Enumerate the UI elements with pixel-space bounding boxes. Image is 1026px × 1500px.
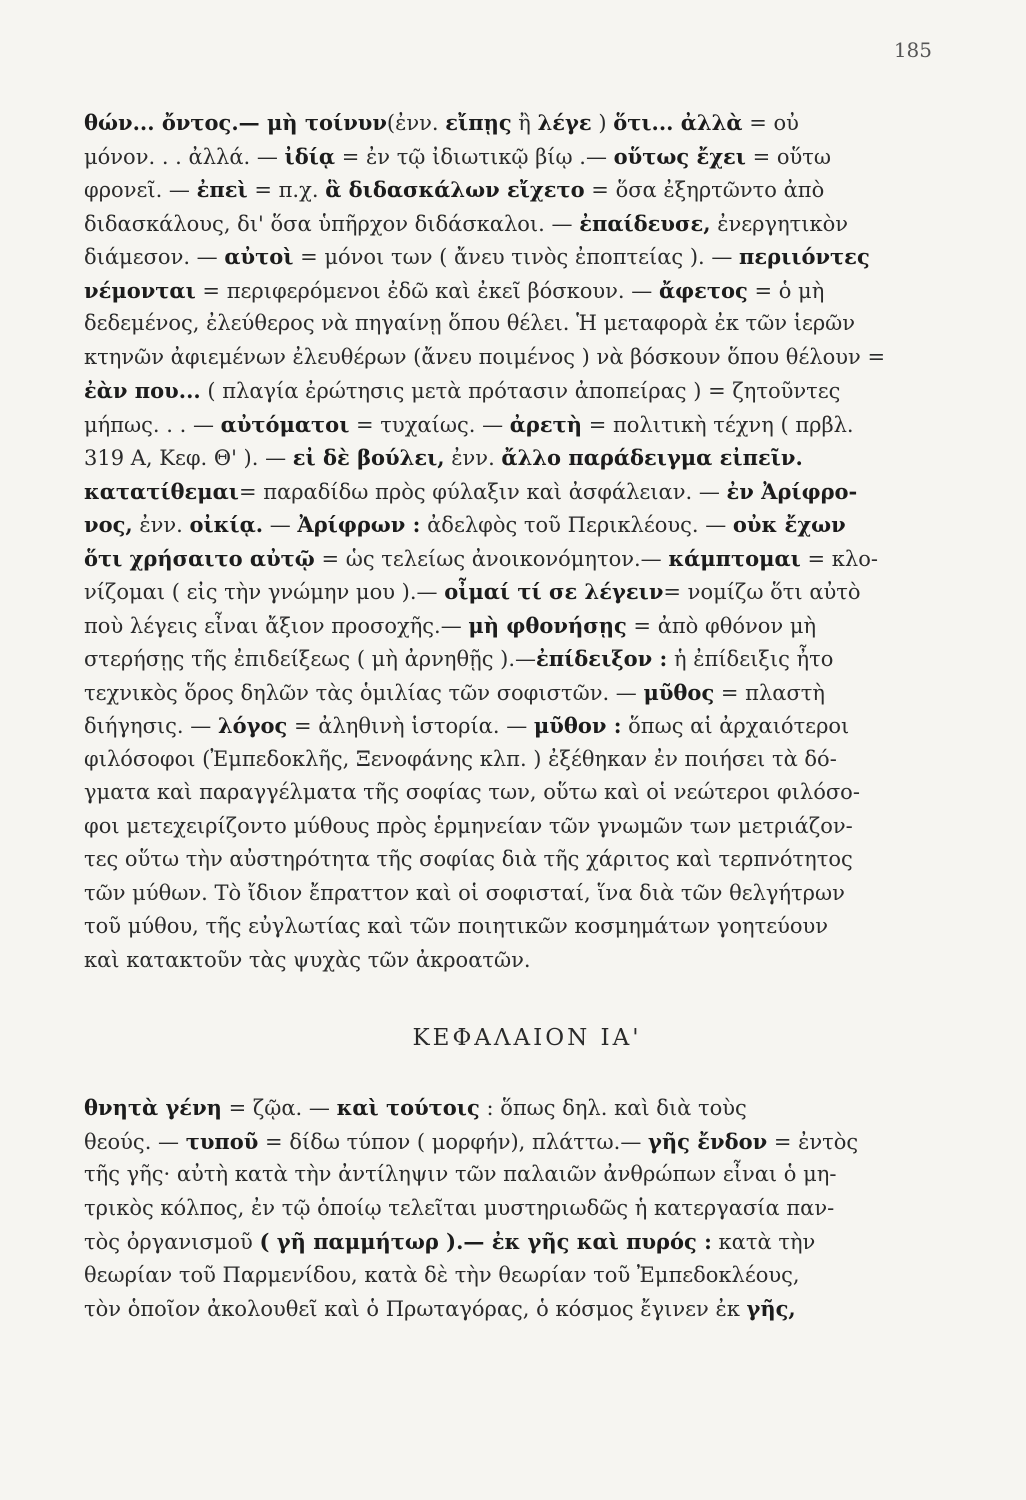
gloss-text: μήπως. . . —: [84, 412, 221, 437]
text-line: [84, 173, 970, 207]
text-line: [84, 1292, 970, 1326]
lemma-term: γῆς,: [746, 1296, 796, 1321]
gloss-text: φρονεῖ. —: [84, 178, 197, 202]
gloss-text: ἡ ἐπίδειξις ἦτο: [667, 647, 834, 671]
lemma-term: ἄφετος: [658, 277, 748, 303]
gloss-text: τες οὕτω τὴν αὐστηρότητα τῆς σοφίας διὰ τῆς χάριτος καὶ τερπνότητος: [84, 847, 853, 871]
gloss-text: = ὅσα ἐξηρτῶντο ἀπὸ: [584, 178, 825, 202]
gloss-text: τοῦ μύθου, τῆς εὐγλωτίας καὶ τῶν ποιητικῶν κοσμημάτων γοητεύουν: [84, 914, 829, 938]
gloss-text: = δίδω τύπον ( μορφήν), πλάττω.—: [258, 1129, 649, 1154]
gloss-text: = ὡς τελείως ἀνοικονόμητον.—: [314, 546, 669, 571]
gloss-text: κτηνῶν ἀφιεμένων ἐλευθέρων (ἄνευ ποιμένος ) νὰ βόσκουν ὅπου θέλουν =: [84, 344, 886, 369]
lemma-term: θνητὰ γένη: [84, 1095, 222, 1120]
gloss-text: θεωρίαν τοῦ Παρμενίδου, κατὰ δὲ τὴν θεωρίαν τοῦ Ἐμπεδοκλέους,: [84, 1262, 800, 1287]
gloss-text: ὅπως αἱ ἀρχαιότεροι: [621, 714, 850, 738]
lemma-term: νέμονται: [84, 277, 196, 303]
lemma-term: ὅτι χρήσαιτο αὐτῷ: [84, 545, 315, 571]
lemma-term: αὐτόματοι: [220, 411, 350, 437]
lemma-term: γῆς ἔνδον: [648, 1128, 768, 1154]
gloss-text: ἐνν.: [444, 446, 502, 470]
lemma-term: περιιόντες: [739, 244, 870, 269]
lemma-term: οἰκίᾳ.: [189, 512, 264, 537]
gloss-text: τῶν μύθων. Τὸ ἴδιον ἔπραττον καὶ οἱ σοφισταί, ἵνα διὰ τῶν θελγήτρων: [84, 880, 845, 905]
gloss-text: τῆς γῆς· αὐτὴ κατὰ τὴν ἀντίληψιν τῶν παλαιῶν ἀνθρώπων εἶναι ὁ μη-: [84, 1162, 837, 1186]
text-line: [84, 307, 970, 341]
page-number: 185: [893, 38, 932, 62]
lemma-term: ἐπεὶ: [196, 177, 248, 202]
gloss-text: μόνον. . . ἀλλά. —: [84, 144, 285, 169]
text-line: [84, 1091, 970, 1125]
text-line: [84, 676, 970, 710]
gloss-text: τὸν ὁποῖον ἀκολουθεῖ καὶ ὁ Πρωταγόρας, ὁ κόσμος ἔγινεν ἐκ: [84, 1297, 747, 1321]
gloss-text: διήγησις. —: [84, 714, 218, 738]
gloss-text: = ἐντὸς: [767, 1129, 859, 1154]
lemma-term: μὴ φθονήσῃς: [468, 612, 627, 638]
gloss-text: = οὐ: [742, 111, 799, 135]
gloss-text: τεχνικὸς ὅρος δηλῶν τὰς ὁμιλίας τῶν σοφιστῶν. —: [84, 680, 644, 705]
lemma-term: εἰ δὲ βούλει,: [292, 445, 445, 470]
text-line: [84, 240, 970, 274]
text-line: [84, 575, 970, 609]
text-line: [84, 1225, 970, 1259]
text-line: [84, 140, 970, 174]
gloss-text: = τυχαίως. —: [349, 412, 510, 437]
gloss-text: φιλόσοφοι (Ἐμπεδοκλῆς, Ξενοφάνης κλπ. ) ἐξέθηκαν ἐν ποιήσει τὰ δό-: [84, 746, 837, 771]
text-line: [84, 910, 970, 944]
text-line: [84, 1192, 970, 1226]
gloss-text: = περιφερόμενοι ἐδῶ καὶ ἐκεῖ βόσκουν. —: [195, 278, 659, 303]
lemma-term: λέγε: [537, 110, 592, 135]
text-line: [84, 508, 970, 542]
lemma-term: ἐν Ἀρίφρο-: [726, 478, 858, 504]
gloss-text: ἐνν.: [132, 513, 190, 537]
gloss-text: θεούς. —: [84, 1129, 186, 1154]
gloss-text: καὶ κατακτοῦν τὰς ψυχὰς τῶν ἀκροατῶν.: [84, 947, 531, 972]
gloss-text: = ζῷα. —: [221, 1096, 337, 1120]
commentary-section-1: [84, 106, 970, 977]
gloss-text: = κλο-: [800, 546, 878, 571]
gloss-text: γματα καὶ παραγγέλματα τῆς σοφίας των, οὕτω καὶ οἱ νεώτεροι φιλόσο-: [84, 780, 860, 804]
lemma-term: οἶμαί τί σε λέγειν: [444, 579, 664, 604]
lemma-term: Ἀρίφρων :: [297, 512, 421, 537]
gloss-text: τρικὸς κόλπος, ἐν τῷ ὁποίῳ τελεῖται μυστηριωδῶς ἡ κατεργασία παν-: [84, 1195, 835, 1220]
gloss-text: = παραδίδω πρὸς φύλαξιν καὶ ἀσφάλειαν. —: [238, 479, 727, 504]
gloss-text: = πλαστὴ: [714, 680, 826, 705]
text-line: [84, 207, 970, 241]
text-line: [84, 877, 970, 911]
text-line: [84, 1259, 970, 1293]
lemma-term: μῦθος: [643, 679, 715, 705]
lemma-term: λόγος: [217, 713, 288, 738]
lemma-term: ἰδίᾳ: [284, 143, 336, 169]
gloss-text: (ἐνν.: [386, 111, 446, 135]
gloss-text: = μόνοι των ( ἄνευ τινὸς ἐποπτείας ). —: [293, 245, 740, 269]
lemma-term: ( γῆ παμμήτωρ ).— ἐκ γῆς καὶ πυρός :: [259, 1229, 712, 1254]
text-line: [84, 609, 970, 643]
gloss-text: νίζομαι ( εἰς τὴν γνώμην μου ).—: [84, 580, 445, 604]
lemma-term: θών... ὄντος.— μὴ τοίνυν: [84, 110, 387, 135]
text-line: [84, 743, 970, 777]
gloss-text: διδασκάλους, δι' ὅσα ὑπῆρχον διδάσκαλοι. —: [84, 211, 580, 236]
text-line: [84, 475, 970, 509]
gloss-text: 319 Α, Κεφ. Θ' ). —: [84, 446, 293, 470]
text-line: [84, 1125, 970, 1159]
text-line: [84, 408, 970, 442]
lemma-term: κατατίθεμαι: [84, 478, 239, 504]
text-line: [84, 709, 970, 743]
gloss-text: = π.χ.: [247, 178, 326, 202]
gloss-text: : ὅπως δηλ. καὶ διὰ τοὺς: [479, 1096, 747, 1120]
gloss-text: ἀδελφὸς τοῦ Περικλέους. —: [420, 513, 733, 537]
lemma-term: κάμπτομαι: [668, 545, 801, 571]
gloss-text: διάμεσον. —: [84, 245, 225, 269]
lemma-term: ἀρετὴ: [509, 411, 583, 437]
gloss-text: = ἀπὸ φθόνον μὴ: [626, 613, 817, 638]
gloss-text: στερήσῃς τῆς ἐπιδείξεως ( μὴ ἀρνηθῇς ).—: [84, 647, 536, 671]
text-line: [84, 1158, 970, 1192]
text-line: [84, 810, 970, 844]
text-line: [84, 274, 970, 308]
lemma-term: εἴπῃς: [445, 110, 512, 135]
gloss-text: = νομίζω ὅτι αὐτὸ: [663, 580, 861, 604]
text-line: [84, 642, 970, 676]
chapter-heading: ΚΕΦΑΛΑΙΟΝ ΙΑ': [412, 1025, 642, 1051]
text-line: [84, 542, 970, 576]
gloss-text: ποὺ λέγεις εἶναι ἄξιον προσοχῆς.—: [84, 613, 469, 638]
gloss-text: δεδεμένος, ἐλεύθερος νὰ πηγαίνῃ ὅπου θέλει. Ἡ μεταφορὰ ἐκ τῶν ἱερῶν: [84, 311, 856, 335]
lemma-term: οὕτως ἔχει: [613, 143, 746, 169]
gloss-text: = ἐν τῷ ἰδιωτικῷ βίῳ .—: [335, 144, 614, 169]
lemma-term: ἄλλο παράδειγμα εἰπεῖν.: [501, 445, 803, 470]
gloss-text: = ὁ μὴ: [747, 278, 825, 303]
commentary-section-2: [84, 1091, 970, 1326]
lemma-term: οὐκ ἔχων: [732, 512, 846, 537]
text-line: [84, 441, 970, 475]
text-line: [84, 843, 970, 877]
lemma-term: ἃ διδασκάλων εἴχετο: [325, 177, 585, 202]
page-content: [84, 106, 970, 1326]
lemma-term: τυποῦ: [185, 1128, 259, 1154]
lemma-term: ἐπίδειξον :: [536, 646, 668, 671]
gloss-text: ): [591, 111, 614, 135]
gloss-text: κατὰ τὴν: [711, 1230, 816, 1254]
text-line: [84, 341, 970, 375]
gloss-text: ἐνεργητικὸν: [710, 211, 849, 236]
text-line: [84, 776, 970, 810]
lemma-term: νος,: [84, 512, 133, 537]
lemma-term: ἐὰν που...: [84, 378, 201, 403]
text-line: [84, 374, 970, 408]
gloss-text: τὸς ὀργανισμοῦ: [84, 1230, 260, 1254]
gloss-text: = οὕτω: [745, 144, 832, 169]
gloss-text: ἢ: [511, 111, 538, 135]
text-line: [84, 106, 970, 140]
lemma-term: καὶ τούτοις: [336, 1095, 480, 1120]
text-line: [84, 944, 970, 978]
lemma-term: αὐτοὶ: [224, 244, 294, 269]
gloss-text: = ἀληθινὴ ἱστορία. —: [287, 714, 534, 738]
lemma-term: ὅτι... ἀλλὰ: [613, 110, 743, 135]
gloss-text: —: [263, 513, 298, 537]
gloss-text: ( πλαγία ἐρώτησις μετὰ πρότασιν ἀποπείρας ) = ζητοῦντες: [200, 379, 841, 403]
lemma-term: ἐπαίδευσε,: [579, 210, 711, 236]
lemma-term: μῦθον :: [533, 713, 622, 738]
gloss-text: φοι μετεχειρίζοντο μύθους πρὸς ἑρμηνείαν τῶν γνωμῶν των μετριάζον-: [84, 813, 853, 838]
gloss-text: = πολιτικὴ τέχνη ( πρβλ.: [582, 412, 854, 437]
